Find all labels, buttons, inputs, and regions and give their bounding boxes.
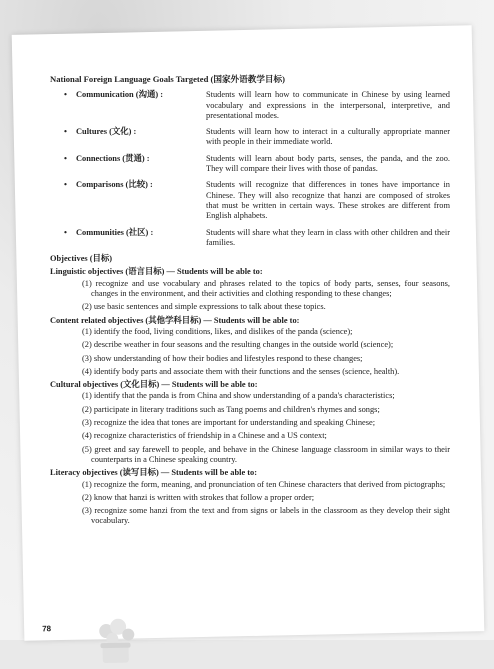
goals-list [64,90,450,248]
goal-name: Communities (社区) : [76,227,154,237]
list-item: (1) recognize the form, meaning, and pronunciation of ten Chinese characters that derived from pictographs; [82,479,446,489]
list-item: (4) identify body parts and associate them with their functions and the senses (science, health). [82,366,400,376]
goal-name: Communication (沟通) : [76,90,164,100]
list-item: (1) identify the food, living conditions, likes, and dislikes of the panda (science); [82,326,353,336]
goal-item [64,127,450,148]
list-item: (5) greet and say farewell to people, and behave in the Chinese language classroom in similar ways to their counterparts in a Chinese speaking country. [82,444,450,464]
section-title-literacy: Literacy objectives (读写目标) — Students will be able to: [50,468,258,478]
list-item: (1) identify that the panda is from China and show understanding of a panda's characteristics; [82,391,395,401]
list-item: (3) recognize some hanzi from the text and from signs or labels in the classroom as they develop their sight vocabulary. [82,506,450,526]
goal-name: Comparisons (比较) : [76,180,153,190]
section-title-cultural: Cultural objectives (文化目标) — Students will be able to: [50,380,258,390]
list-item: (3) recognize the idea that tones are important for understanding and speaking Chinese; [82,418,376,428]
goal-description: Students will learn about body parts, senses, the panda, and the zoo. They will compare their lives with those of pandas. [206,153,450,174]
goal-item [64,228,450,249]
list-item: (2) know that hanzi is written with strokes that follow a proper order; [82,492,315,502]
goal-name: Cultures (文化) : [76,127,137,137]
page-content [50,74,450,530]
goal-item [64,90,450,121]
list-item: (2) use basic sentences and simple expressions to talk about these topics. [82,302,326,312]
section-title-content: Content related objectives (其他学科目标) — Students will be able to: [50,315,300,325]
goal-item [64,154,450,175]
list-item: (3) show understanding of how their bodies and lifestyles respond to these changes; [82,353,363,363]
content-objectives-list [50,327,450,377]
flower-pot-decoration [84,616,145,667]
goal-name: Connections (贯通) : [76,153,150,163]
goal-description: Students will learn how to communicate in Chinese by using learned vocabulary and expressions in the interpersonal, interpretive, and presentational modes. [206,90,450,120]
bullet-icon: • [64,153,67,163]
bullet-icon: • [64,180,67,190]
literacy-objectives-list [50,480,450,527]
bullet-icon: • [64,90,67,100]
goal-description: Students will learn how to interact in a culturally appropriate manner with people in their immediate world. [206,127,450,147]
section-title-linguistic: Linguistic objectives (语言目标) — Students will be able to: [50,267,263,277]
bullet-icon: • [64,127,67,137]
page-title: National Foreign Language Goals Targeted (国家外语教学目标) [50,74,285,84]
goal-description: Students will share what they learn in class with other children and their families. [206,227,450,247]
list-item: (4) recognize characteristics of friendship in a Chinese and a US context; [82,431,327,441]
list-item: (2) participate in literary traditions such as Tang poems and children's rhymes and songs; [82,404,380,414]
linguistic-objectives-list [50,279,450,313]
cultural-objectives-list [50,391,450,465]
list-item: (2) describe weather in four seasons and the resulting changes in the outside world (science); [82,340,394,350]
list-item: (1) recognize and use vocabulary and phrases related to the topics of body parts, senses, four seasons, changes in the environment, and their activities and clothing responding to these changes; [82,278,450,299]
bullet-icon: • [64,227,67,237]
objectives-title: Objectives (目标) [50,254,113,264]
goal-item [64,180,450,221]
page-number: 78 [42,624,52,634]
goal-description: Students will recognize that differences in tones have importance in Chinese. They will also recognize that hanzi are composed of strokes that must be written in certain ways. These strokes are different from English alphabets. [206,180,450,221]
